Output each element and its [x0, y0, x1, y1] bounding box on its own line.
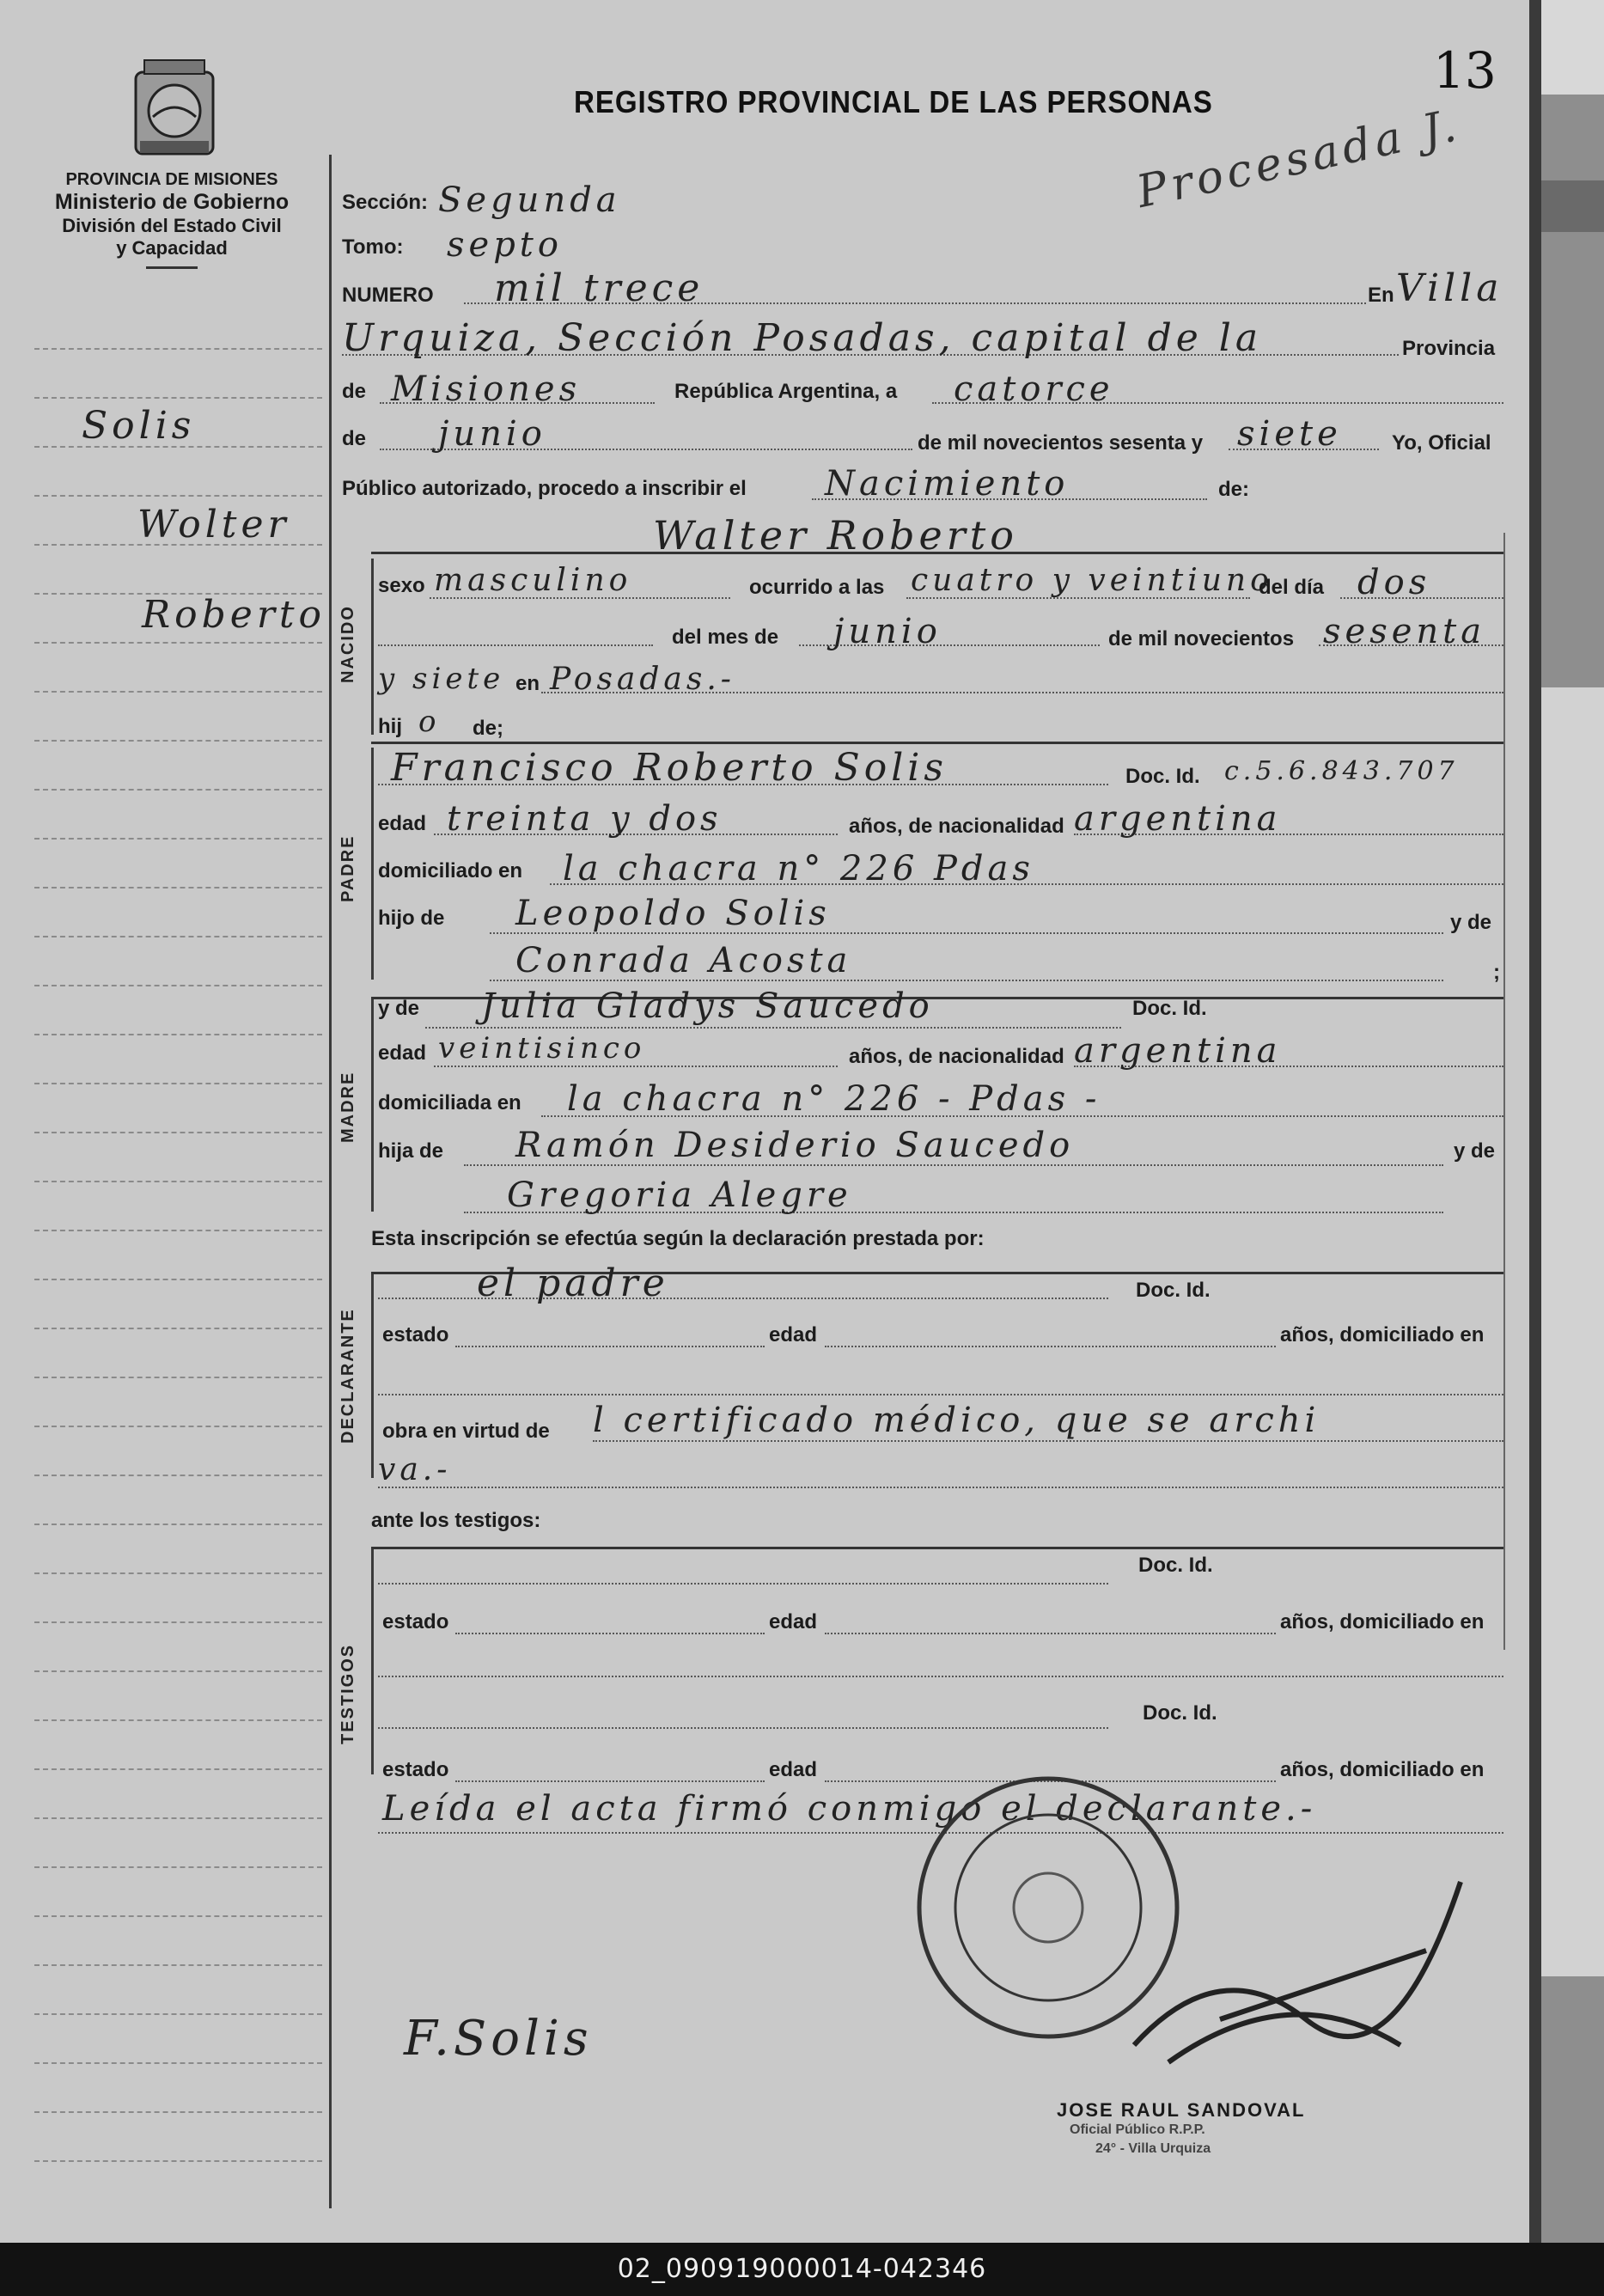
label-padre-edad: edad	[378, 812, 427, 835]
ledger-line	[34, 397, 322, 399]
ledger-line	[34, 1817, 322, 1819]
label-testigo1-estado: estado	[382, 1610, 449, 1633]
ledger-line	[34, 1670, 322, 1672]
fill-line	[825, 1346, 1276, 1347]
label-padre-hijo-de: hijo de	[378, 907, 445, 930]
section-madre: MADRE	[338, 1071, 357, 1143]
label-padre-doc: Doc. Id.	[1125, 765, 1200, 788]
value-tomo: septo	[447, 225, 563, 265]
label-semicolon: ;	[1493, 961, 1500, 984]
value-sexo: masculino	[434, 563, 632, 598]
fill-line	[378, 1394, 1503, 1395]
ledger-line	[34, 789, 322, 791]
label-testigo1-edad: edad	[769, 1610, 818, 1633]
ledger-line	[34, 1377, 322, 1378]
ledger-line	[34, 495, 322, 497]
fill-line	[378, 1727, 1108, 1729]
ledger-line	[34, 348, 322, 350]
padre-doc: c.5.6.843.707	[1224, 756, 1459, 786]
label-madre-y-de-2: y de	[1454, 1139, 1496, 1163]
label-padre-y-de: y de	[1450, 911, 1492, 934]
label-padre-nac: años, de nacionalidad	[849, 815, 1064, 838]
ledger-line	[34, 1132, 322, 1133]
processed-annotation: Procesada J.	[1131, 99, 1465, 219]
value-nombre: Walter Roberto	[653, 512, 1018, 559]
label-declarante-estado: estado	[382, 1323, 449, 1346]
value-localidad: Villa	[1396, 266, 1503, 310]
ledger-line	[34, 1181, 322, 1182]
section-declarante: DECLARANTE	[338, 1308, 357, 1444]
label-testigo2-doc: Doc. Id.	[1143, 1701, 1217, 1725]
ledger-line	[34, 936, 322, 937]
ministry-header	[26, 170, 318, 269]
label-seccion: Sección:	[342, 191, 429, 214]
ledger-line	[34, 1328, 322, 1329]
madre-domicilio: la chacra n° 226 - Pdas -	[567, 1079, 1101, 1119]
sheet-number: 13	[1433, 41, 1497, 100]
label-madre-edad: edad	[378, 1041, 427, 1065]
label-de-1: de	[342, 380, 367, 403]
value-hijo-suffix: o	[418, 705, 441, 739]
ledger-line	[34, 1475, 322, 1476]
label-provincia: Provincia	[1402, 337, 1496, 360]
label-de-colon: de:	[1218, 478, 1249, 501]
padre-nacionalidad: argentina	[1074, 799, 1282, 839]
label-madre-dom: domiciliada en	[378, 1091, 521, 1114]
section-padre: PADRE	[338, 834, 357, 902]
value-provincia: Misiones	[391, 369, 582, 409]
ledger-line	[34, 1034, 322, 1035]
cierre-texto: Leída el acta firmó conmigo el declarante.-	[382, 1789, 1317, 1829]
declarante-obra-cont: va.-	[378, 1452, 452, 1487]
ledger-line	[34, 1719, 322, 1721]
section-testigos: TESTIGOS	[338, 1643, 357, 1744]
label-hijo: hij	[378, 715, 402, 738]
officer-title-1: Oficial Público R.P.P.	[1070, 2122, 1205, 2137]
province-label: PROVINCIA DE MISIONES	[65, 170, 278, 189]
declarante-obra: l certificado médico, que se archi	[593, 1401, 1320, 1440]
value-ano: siete	[1237, 414, 1342, 454]
label-ocurrido: ocurrido a las	[749, 576, 885, 599]
fill-line	[825, 1633, 1276, 1634]
ledger-line	[34, 2062, 322, 2064]
margin-name-1: Wolter	[137, 503, 290, 547]
label-testigo2-estado: estado	[382, 1758, 449, 1781]
value-ano-nac-cont: y siete	[378, 662, 505, 696]
label-declarante-doc: Doc. Id.	[1136, 1279, 1211, 1302]
ledger-line	[34, 1964, 322, 1966]
label-madre-y-de: y de	[378, 997, 420, 1020]
label-yo-oficial: Yo, Oficial	[1392, 431, 1491, 455]
label-numero: NUMERO	[342, 284, 434, 307]
value-seccion: Segunda	[438, 180, 621, 220]
ledger-line	[34, 2160, 322, 2162]
label-de-mil: de mil novecientos	[1108, 627, 1295, 650]
value-mes: junio	[438, 414, 546, 454]
scan-id-footer: 02_090919000014-042346	[0, 2243, 1604, 2296]
division-label-1: División del Estado Civil	[62, 215, 282, 236]
right-margin-background	[1529, 0, 1604, 2243]
label-testigo2-anos: años, domiciliado en	[1280, 1758, 1485, 1781]
fill-line	[593, 1440, 1503, 1442]
value-lugar-nac: Posadas.-	[550, 662, 735, 697]
fill-line	[378, 644, 653, 646]
fill-line	[378, 1487, 1503, 1488]
provincial-crest-icon	[127, 55, 222, 167]
officer-title-2: 24° - Villa Urquiza	[1095, 2141, 1211, 2156]
label-de-semicolon: de;	[473, 717, 503, 740]
padre-edad: treinta y dos	[447, 799, 723, 839]
ledger-line	[34, 1768, 322, 1770]
label-madre-doc: Doc. Id.	[1132, 997, 1207, 1020]
margin-name-2: Roberto	[142, 593, 326, 637]
label-en: En	[1368, 284, 1394, 307]
value-numero: mil trece	[494, 266, 704, 310]
ledger-line	[34, 1866, 322, 1868]
ministry-label: Ministerio de Gobierno	[54, 190, 290, 214]
label-mil-sesenta: de mil novecientos sesenta y	[918, 431, 1204, 455]
label-declarante-edad: edad	[769, 1323, 818, 1346]
ledger-line	[34, 1572, 322, 1574]
ledger-line	[34, 1279, 322, 1280]
ledger-line	[34, 1426, 322, 1427]
fill-line	[455, 1346, 765, 1347]
declarante-nombre: el padre	[477, 1261, 669, 1305]
declarant-signature: F.Solis	[404, 2011, 593, 2067]
label-testigo1-anos: años, domiciliado en	[1280, 1610, 1485, 1633]
fill-line	[378, 1583, 1108, 1585]
label-tomo: Tomo:	[342, 235, 404, 259]
official-signature-icon	[1117, 1847, 1478, 2105]
label-madre-hija-de: hija de	[378, 1139, 444, 1163]
ledger-line	[34, 740, 322, 742]
value-dia: catorce	[954, 369, 1114, 409]
padre-y-de: Conrada Acosta	[515, 941, 852, 980]
label-del-dia: del día	[1259, 576, 1325, 599]
fill-line	[425, 1027, 1121, 1029]
padre-hijo-de: Leopoldo Solis	[515, 894, 831, 933]
officer-name: JOSE RAUL SANDOVAL	[1057, 2099, 1306, 2121]
label-republica: República Argentina, a	[674, 380, 898, 403]
ledger-line	[34, 838, 322, 840]
value-acto: Nacimiento	[825, 464, 1070, 504]
ledger-line	[34, 1230, 322, 1231]
value-hora: cuatro y veintiuno	[911, 563, 1273, 598]
fill-line	[455, 1633, 765, 1634]
section-nacido: NACIDO	[338, 605, 357, 683]
label-testigo1-doc: Doc. Id.	[1138, 1554, 1213, 1577]
label-en-lower: en	[515, 672, 540, 695]
padre-nombre: Francisco Roberto Solis	[391, 746, 948, 790]
division-label-2: y Capacidad	[116, 237, 228, 259]
label-inscripcion: Esta inscripción se efectúa según la declaración prestada por:	[371, 1227, 985, 1250]
ledger-line	[34, 1524, 322, 1525]
madre-nacionalidad: argentina	[1074, 1031, 1282, 1071]
value-dia-nac: dos	[1357, 563, 1431, 602]
ledger-line	[34, 1915, 322, 1917]
value-mes-nac: junio	[833, 612, 942, 651]
label-declarante-anos: años, domiciliado en	[1280, 1323, 1485, 1346]
madre-y-de: Gregoria Alegre	[507, 1175, 852, 1215]
margin-surname: Solis	[82, 404, 196, 448]
label-de-2: de	[342, 427, 367, 450]
ledger-line	[34, 1083, 322, 1084]
padre-domicilio: la chacra n° 226 Pdas	[563, 849, 1034, 888]
label-madre-nac: años, de nacionalidad	[849, 1045, 1064, 1068]
label-publico: Público autorizado, procedo a inscribir el	[342, 477, 747, 500]
madre-nombre: Julia Gladys Saucedo	[481, 986, 934, 1026]
fill-line	[378, 1676, 1503, 1677]
ledger-line	[34, 691, 322, 693]
ledger-line	[34, 642, 322, 644]
value-ano-nac: sesenta	[1323, 612, 1486, 651]
ledger-line	[34, 1621, 322, 1623]
madre-hija-de: Ramón Desiderio Saucedo	[515, 1126, 1075, 1165]
label-testigo2-edad: edad	[769, 1758, 818, 1781]
ledger-line	[34, 985, 322, 986]
ledger-line	[34, 887, 322, 888]
label-ante-testigos: ante los testigos:	[371, 1509, 541, 1532]
madre-edad: veintisinco	[438, 1031, 646, 1066]
value-localidad-cont: Urquiza, Sección Posadas, capital de la	[342, 316, 1263, 360]
page-title: REGISTRO PROVINCIAL DE LAS PERSONAS	[574, 84, 1213, 119]
fill-line	[455, 1780, 765, 1782]
ledger-line	[34, 2111, 322, 2113]
fill-line	[434, 1066, 838, 1067]
label-sexo: sexo	[378, 574, 425, 597]
label-obra: obra en virtud de	[382, 1420, 550, 1443]
margin-divider	[329, 155, 332, 2208]
label-padre-dom: domiciliado en	[378, 859, 523, 882]
ledger-line	[34, 2013, 322, 2015]
label-del-mes: del mes de	[672, 626, 779, 649]
